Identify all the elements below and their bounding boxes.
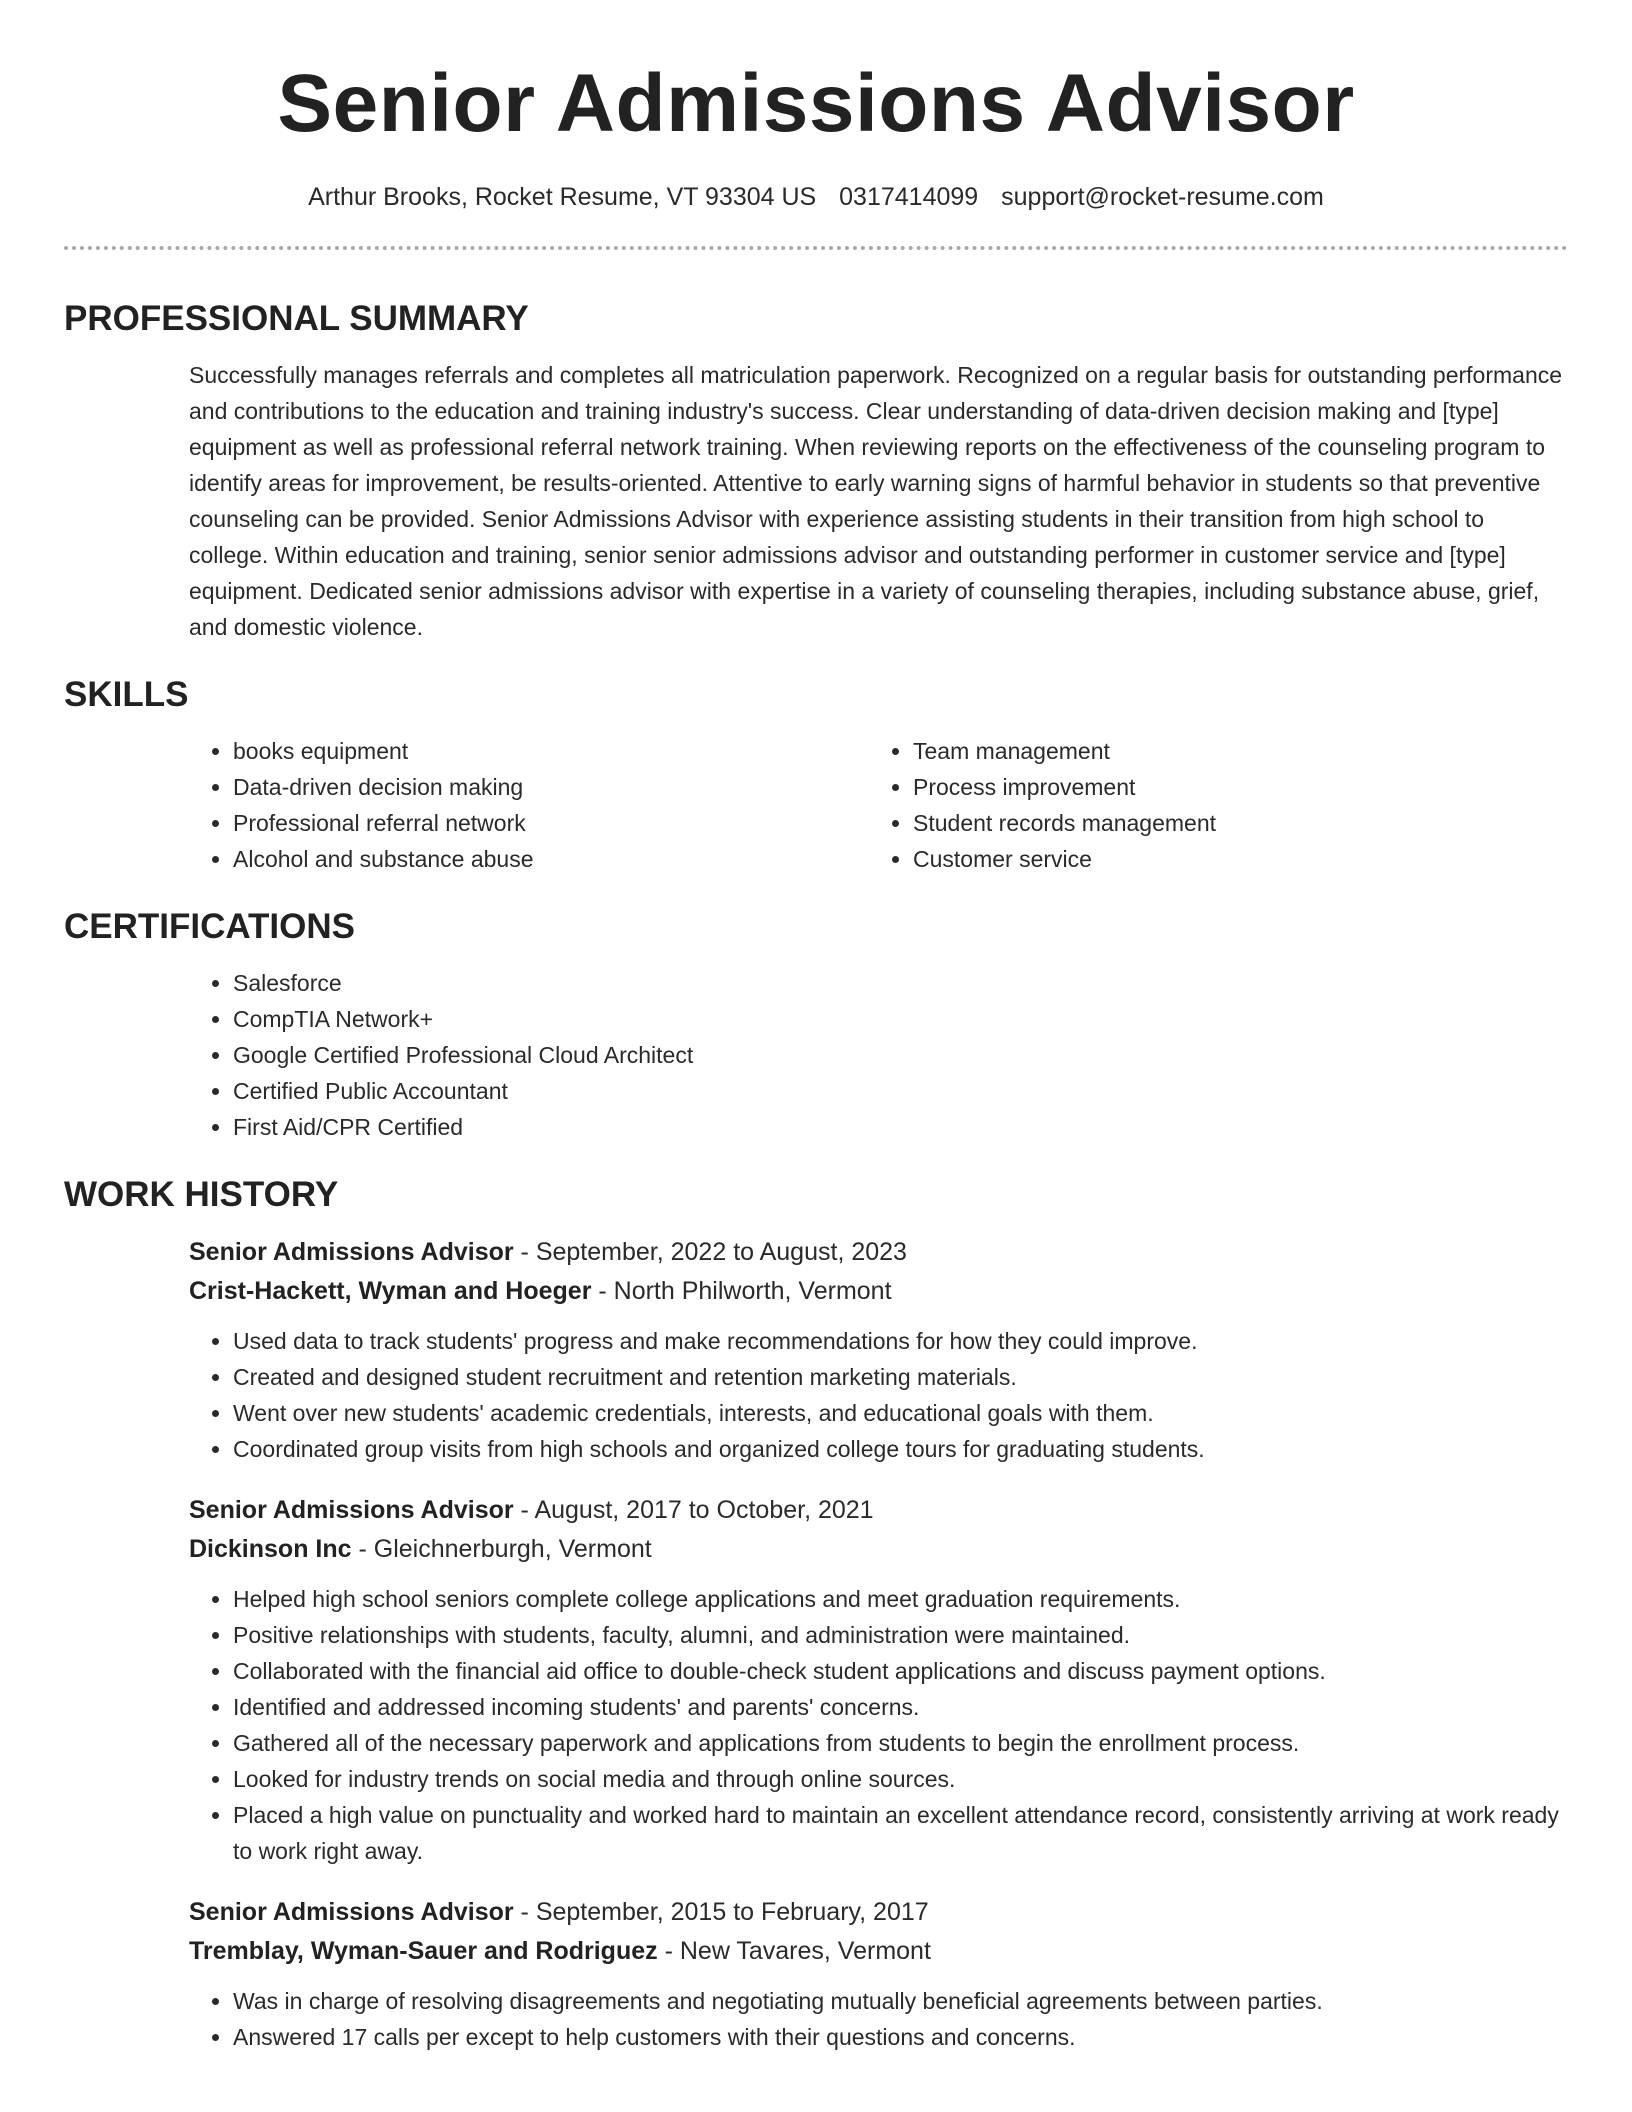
contact-phone: 0317414099 bbox=[839, 183, 979, 211]
certification-item: • Google Certified Professional Cloud Architect bbox=[233, 1037, 1568, 1073]
job-title: Senior Admissions Advisor bbox=[189, 1898, 514, 1926]
job-entry bbox=[189, 1893, 1568, 2055]
job-company-line bbox=[189, 1530, 1568, 1569]
job-title: Senior Admissions Advisor bbox=[189, 1238, 514, 1266]
skill-item: • Alcohol and substance abuse bbox=[233, 841, 869, 877]
job-title-line bbox=[189, 1491, 1568, 1530]
skill-item: • Professional referral network bbox=[233, 805, 869, 841]
certification-item: • Salesforce bbox=[233, 965, 1568, 1001]
job-company-line bbox=[189, 1272, 1568, 1311]
contact-email: support@rocket-resume.com bbox=[1001, 183, 1324, 211]
job-bullet: • Answered 17 calls per except to help customers with their questions and concerns. bbox=[233, 2019, 1568, 2055]
job-bullet: • Identified and addressed incoming students' and parents' concerns. bbox=[233, 1689, 1568, 1725]
job-title-line bbox=[189, 1893, 1568, 1932]
job-bullet: • Placed a high value on punctuality and worked hard to maintain an excellent attendance record, consistently arriving at work ready to work right away. bbox=[233, 1797, 1568, 1869]
job-bullets bbox=[189, 1323, 1568, 1467]
job-bullet: • Positive relationships with students, faculty, alumni, and administration were maintained. bbox=[233, 1617, 1568, 1653]
job-entry bbox=[189, 1233, 1568, 1467]
job-bullets bbox=[189, 1983, 1568, 2055]
work-history-heading: WORK HISTORY bbox=[64, 1175, 339, 1214]
work-history-section bbox=[64, 1175, 1568, 2055]
certification-item: • First Aid/CPR Certified bbox=[233, 1109, 1568, 1145]
job-dates: - August, 2017 to October, 2021 bbox=[513, 1496, 874, 1524]
skill-item: • Process improvement bbox=[913, 769, 1568, 805]
job-location: - Gleichnerburgh, Vermont bbox=[351, 1535, 652, 1563]
skill-item: • Customer service bbox=[913, 841, 1568, 877]
job-company: Tremblay, Wyman-Sauer and Rodriguez bbox=[189, 1937, 658, 1965]
job-company-line bbox=[189, 1932, 1568, 1971]
job-title-line bbox=[189, 1233, 1568, 1272]
skill-item: • books equipment bbox=[233, 733, 869, 769]
skill-item: • Team management bbox=[913, 733, 1568, 769]
job-entry bbox=[189, 1491, 1568, 1869]
job-bullet: • Looked for industry trends on social media and through online sources. bbox=[233, 1761, 1568, 1797]
job-bullet: • Was in charge of resolving disagreements and negotiating mutually beneficial agreements between parties. bbox=[233, 1983, 1568, 2019]
skills-list-left bbox=[189, 733, 869, 877]
job-bullets bbox=[189, 1581, 1568, 1869]
job-bullet: • Gathered all of the necessary paperwork and applications from students to begin the enrollment process. bbox=[233, 1725, 1568, 1761]
skill-item: • Data-driven decision making bbox=[233, 769, 869, 805]
certifications-heading: CERTIFICATIONS bbox=[64, 907, 356, 946]
header-divider bbox=[64, 246, 1568, 250]
certification-item: • Certified Public Accountant bbox=[233, 1073, 1568, 1109]
summary-text: Successfully manages referrals and completes all matriculation paperwork. Recognized on a regular basis for outstanding performance and contributions to the education and training industry's success. Clear understanding of data-driven decision making and [type] equipment as well as professional referral network training. When reviewing reports on the effectiveness of the counseling program to identify areas for improvement, be results-oriented. Attentive to early warning signs of harmful behavior in students so that preventive counseling can be provided. Senior Admissions Advisor with experience assisting students in their transition from high school to college. Within education and training, senior senior admissions advisor and outstanding performer in customer service and [type] equipment. Dedicated senior admissions advisor with expertise in a variety of counseling therapies, including substance abuse, grief, and domestic violence. bbox=[189, 362, 1563, 640]
job-bullet: • Created and designed student recruitment and retention marketing materials. bbox=[233, 1359, 1568, 1395]
job-title: Senior Admissions Advisor bbox=[189, 1496, 514, 1524]
certifications-list bbox=[189, 965, 1568, 1145]
certifications-body bbox=[189, 965, 1568, 1145]
job-dates: - September, 2015 to February, 2017 bbox=[513, 1898, 929, 1926]
resume-title: Senior Admissions Advisor bbox=[277, 58, 1355, 149]
certifications-section bbox=[64, 907, 1568, 1145]
skills-section bbox=[64, 675, 1568, 877]
job-bullet: • Used data to track students' progress and make recommendations for how they could improve. bbox=[233, 1323, 1568, 1359]
job-location: - New Tavares, Vermont bbox=[657, 1937, 931, 1965]
summary-heading: PROFESSIONAL SUMMARY bbox=[64, 299, 529, 338]
skills-list-right bbox=[869, 733, 1568, 877]
job-company: Crist-Hackett, Wyman and Hoeger bbox=[189, 1277, 592, 1305]
skill-item: • Student records management bbox=[913, 805, 1568, 841]
job-bullet: • Collaborated with the financial aid office to double-check student applications and discuss payment options. bbox=[233, 1653, 1568, 1689]
job-dates: - September, 2022 to August, 2023 bbox=[513, 1238, 907, 1266]
job-bullet: • Helped high school seniors complete college applications and meet graduation requirements. bbox=[233, 1581, 1568, 1617]
work-history-body bbox=[189, 1233, 1568, 2055]
skills-grid bbox=[189, 733, 1568, 877]
skills-heading: SKILLS bbox=[64, 675, 189, 714]
job-bullet: • Went over new students' academic credentials, interests, and educational goals with them. bbox=[233, 1395, 1568, 1431]
certification-item: • CompTIA Network+ bbox=[233, 1001, 1568, 1037]
job-company: Dickinson Inc bbox=[189, 1535, 352, 1563]
summary-body bbox=[189, 357, 1568, 645]
job-location: - North Philworth, Vermont bbox=[591, 1277, 892, 1305]
job-bullet: • Coordinated group visits from high schools and organized college tours for graduating students. bbox=[233, 1431, 1568, 1467]
contact-address: Arthur Brooks, Rocket Resume, VT 93304 US bbox=[308, 183, 817, 211]
contact-line bbox=[64, 180, 1568, 214]
summary-section bbox=[64, 299, 1568, 645]
